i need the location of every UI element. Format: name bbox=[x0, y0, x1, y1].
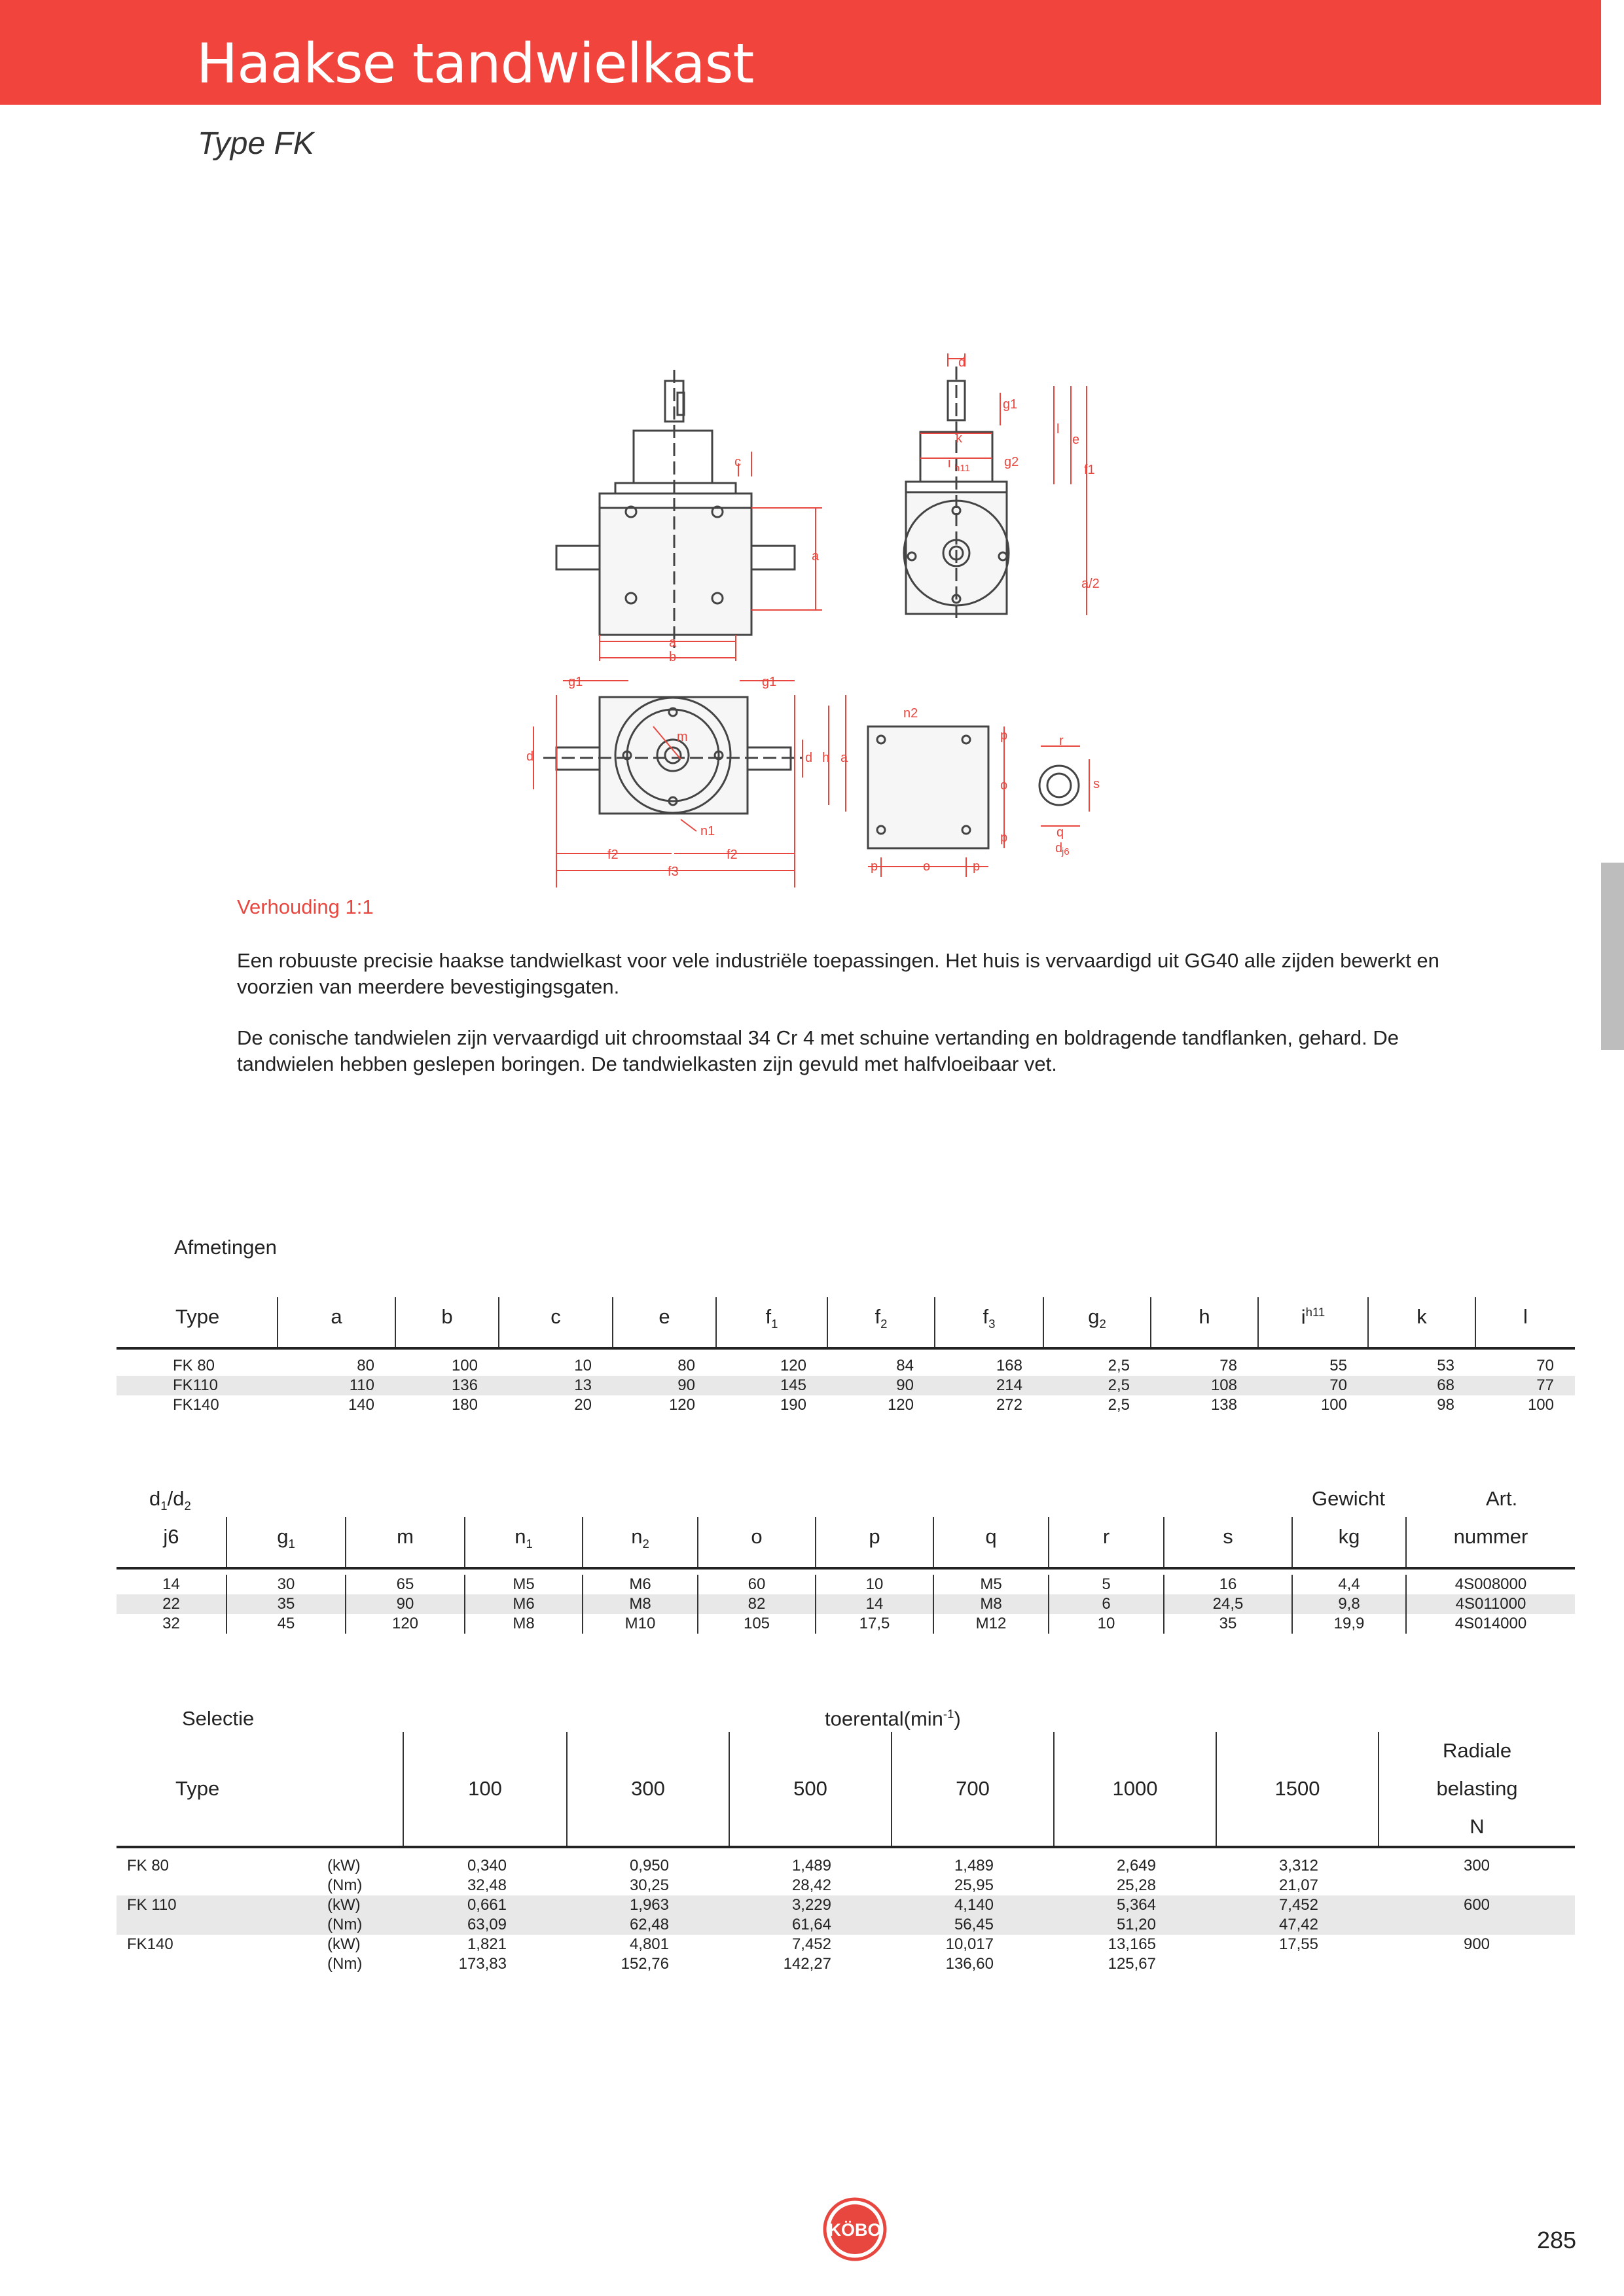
table-cell: 214 bbox=[935, 1376, 1043, 1395]
dim-label: a bbox=[669, 636, 677, 650]
dim-label: o bbox=[923, 859, 931, 874]
dim-label: f1 bbox=[1084, 463, 1095, 477]
speed-header: 700 bbox=[892, 1732, 1054, 1847]
value-cell: 125,67 bbox=[1108, 1955, 1156, 1973]
value-cell: 25,28 bbox=[1116, 1876, 1156, 1894]
weight-label: Gewicht bbox=[1312, 1487, 1385, 1510]
dim-label: f2 bbox=[607, 848, 619, 862]
table-cell: 4S014000 bbox=[1406, 1614, 1575, 1634]
column-header: $g_2$ bbox=[1043, 1297, 1151, 1348]
table-cell: 82 bbox=[698, 1594, 816, 1614]
table-cell: FK 80 bbox=[173, 1357, 215, 1374]
table-row bbox=[117, 1915, 1575, 1935]
radial-cell: 300 bbox=[1463, 1857, 1490, 1874]
table-cell: 105 bbox=[698, 1614, 816, 1634]
dim-label: r bbox=[1059, 734, 1064, 748]
table-cell: M6 bbox=[583, 1575, 698, 1594]
value-cell: 10,017 bbox=[945, 1935, 994, 1953]
table-cell: 120 bbox=[887, 1396, 914, 1414]
value-cell: 136,60 bbox=[945, 1955, 994, 1973]
table-cell: 272 bbox=[996, 1396, 1022, 1414]
table-cell: 60 bbox=[698, 1575, 816, 1594]
value-cell: 25,95 bbox=[954, 1876, 994, 1894]
table-cell: 10 bbox=[574, 1357, 592, 1374]
value-cell: 4,801 bbox=[629, 1935, 669, 1953]
column-header: $g_1$ bbox=[226, 1517, 346, 1568]
unit-cell: (kW) bbox=[327, 1857, 361, 1874]
value-cell: 28,42 bbox=[791, 1876, 831, 1894]
column-header: $f_2$ bbox=[827, 1297, 935, 1348]
table-cell: 190 bbox=[780, 1396, 806, 1414]
table-cell: FK140 bbox=[173, 1396, 219, 1414]
unit-cell: (Nm) bbox=[327, 1955, 363, 1973]
type-header: Type bbox=[117, 1732, 403, 1847]
value-cell bbox=[1216, 1954, 1379, 1974]
table-cell: 2,5 bbox=[1043, 1376, 1151, 1395]
column-header: k bbox=[1368, 1297, 1475, 1348]
dimensions-table bbox=[117, 1297, 1575, 1415]
table-cell: M8 bbox=[583, 1594, 698, 1614]
value-cell: 152,76 bbox=[621, 1955, 669, 1973]
column-header: m bbox=[346, 1517, 465, 1568]
speed-label: $toerental(\min^{-1})$ bbox=[825, 1707, 961, 1731]
value-cell: 0,950 bbox=[629, 1857, 669, 1874]
table-cell: 16 bbox=[1164, 1575, 1292, 1594]
value-cell: 21,07 bbox=[1278, 1876, 1318, 1894]
table-cell: M5 bbox=[933, 1575, 1049, 1594]
dim-label: n2 bbox=[903, 706, 918, 721]
column-header: l bbox=[1475, 1297, 1575, 1348]
svg-text:KÖBO: KÖBO bbox=[828, 2220, 882, 2240]
dim-label: p bbox=[1000, 831, 1008, 845]
table-cell: 100 bbox=[451, 1357, 478, 1374]
value-cell: 3,229 bbox=[729, 1895, 892, 1915]
value-cell: 1,489 bbox=[954, 1857, 994, 1874]
value-cell: 1,489 bbox=[791, 1857, 831, 1874]
type-cell: FK140 bbox=[127, 1935, 173, 1953]
radial-cell bbox=[1379, 1954, 1575, 1974]
table-cell: 90 bbox=[827, 1376, 935, 1395]
table-cell: 45 bbox=[226, 1614, 346, 1634]
table-cell: 110 bbox=[278, 1376, 395, 1395]
dim-label: a/2 bbox=[1081, 577, 1100, 591]
selection-title: Selectie bbox=[182, 1707, 255, 1730]
table-row bbox=[117, 1935, 1575, 1954]
column-header: o bbox=[698, 1517, 816, 1568]
value-cell: 3,312 bbox=[1278, 1857, 1318, 1874]
table-cell: 84 bbox=[896, 1357, 914, 1374]
dim-label: h bbox=[822, 751, 830, 765]
ratio-label: Verhouding 1:1 bbox=[237, 895, 374, 918]
table-cell: 78 bbox=[1219, 1357, 1237, 1374]
dim-label: f2 bbox=[727, 848, 738, 862]
shaft-diameter-label: $d_1/d_2$ bbox=[149, 1487, 191, 1513]
dim-label: f3 bbox=[668, 865, 679, 879]
table-cell: 98 bbox=[1437, 1396, 1454, 1414]
value-cell: 62,48 bbox=[567, 1915, 729, 1935]
speed-header: 500 bbox=[729, 1732, 892, 1847]
dim-label: g1 bbox=[568, 675, 583, 689]
table-cell: 180 bbox=[451, 1396, 478, 1414]
column-header: c bbox=[499, 1297, 613, 1348]
article-label: Art. bbox=[1486, 1487, 1518, 1510]
table-cell: 70 bbox=[1536, 1357, 1554, 1374]
value-cell: 13,165 bbox=[1108, 1935, 1156, 1953]
type-cell: FK 110 bbox=[117, 1895, 285, 1915]
dim-label: g1 bbox=[1003, 397, 1018, 412]
table-cell: 10 bbox=[816, 1575, 933, 1594]
column-header: h bbox=[1151, 1297, 1258, 1348]
table-cell: 35 bbox=[226, 1594, 346, 1614]
value-cell: 142,27 bbox=[783, 1955, 831, 1973]
table-row bbox=[117, 1594, 1575, 1614]
dim-label: d bbox=[805, 751, 813, 765]
column-header: $f_1$ bbox=[716, 1297, 827, 1348]
table-cell: 168 bbox=[996, 1357, 1022, 1374]
table-cell: 80 bbox=[357, 1357, 374, 1374]
table-cell: 68 bbox=[1368, 1376, 1475, 1395]
table-cell: 140 bbox=[348, 1396, 374, 1414]
selection-table bbox=[117, 1732, 1575, 1974]
table-cell: M6 bbox=[465, 1594, 583, 1614]
table-cell: 17,5 bbox=[816, 1614, 933, 1634]
value-cell: 30,25 bbox=[629, 1876, 669, 1894]
dim-label: s bbox=[1093, 777, 1100, 791]
type-cell bbox=[117, 1954, 285, 1974]
dim-label: d bbox=[1055, 841, 1063, 855]
table-row bbox=[117, 1575, 1575, 1594]
description-paragraph: De conische tandwielen zijn vervaardigd uit chroomstaal 34 Cr 4 met schuine vertanding en boldragende tandflanken, gehard. De tandwielen hebben geslepen boringen. De tandwielkasten zijn gevuld met halfvloeibaar vet. bbox=[237, 1026, 1399, 1075]
value-cell: 32,48 bbox=[467, 1876, 507, 1894]
table-row bbox=[117, 1614, 1575, 1634]
table-cell: 100 bbox=[1320, 1396, 1347, 1414]
dim-label: l bbox=[1056, 422, 1060, 437]
table-cell: 2,5 bbox=[1108, 1357, 1130, 1374]
column-header: e bbox=[613, 1297, 716, 1348]
table-cell: 53 bbox=[1437, 1357, 1454, 1374]
table-cell: M5 bbox=[465, 1575, 583, 1594]
column-header: $n_2$ bbox=[583, 1517, 698, 1568]
speed-header: 100 bbox=[403, 1732, 567, 1847]
table-cell: 5 bbox=[1049, 1575, 1164, 1594]
column-header: $i^{h11}$ bbox=[1258, 1297, 1368, 1348]
table-cell: 32 bbox=[162, 1615, 180, 1632]
table-cell: M8 bbox=[465, 1614, 583, 1634]
column-header: q bbox=[933, 1517, 1049, 1568]
table-cell: 120 bbox=[346, 1614, 465, 1634]
dim-label: i bbox=[948, 456, 951, 471]
column-header: p bbox=[816, 1517, 933, 1568]
column-header: Type bbox=[117, 1297, 278, 1348]
table-cell: 22 bbox=[117, 1594, 226, 1614]
value-cell: 17,55 bbox=[1278, 1935, 1318, 1953]
value-cell: 7,452 bbox=[1216, 1895, 1379, 1915]
table-cell: 55 bbox=[1329, 1357, 1347, 1374]
dim-label: q bbox=[1056, 825, 1064, 840]
table-cell: 13 bbox=[499, 1376, 613, 1395]
dim-label: a bbox=[840, 751, 848, 765]
value-cell: 5,364 bbox=[1054, 1895, 1216, 1915]
table-cell: 4,4 bbox=[1292, 1575, 1406, 1594]
value-cell: 173,83 bbox=[458, 1955, 507, 1973]
table-row bbox=[117, 1856, 1575, 1876]
table-cell: 10 bbox=[1049, 1614, 1164, 1634]
table-row bbox=[117, 1395, 1575, 1415]
dim-label: p bbox=[871, 859, 878, 874]
table-row bbox=[117, 1356, 1575, 1376]
column-header: a bbox=[278, 1297, 395, 1348]
column-header: r bbox=[1049, 1517, 1164, 1568]
value-cell: 1,821 bbox=[467, 1935, 507, 1953]
unit-cell: (Nm) bbox=[285, 1915, 403, 1935]
dimensions2-table bbox=[117, 1517, 1575, 1634]
dim-label: p bbox=[1000, 728, 1008, 743]
dim-label: n1 bbox=[700, 824, 715, 838]
table-cell: 120 bbox=[668, 1396, 695, 1414]
value-cell: 51,20 bbox=[1054, 1915, 1216, 1935]
table-cell: 80 bbox=[677, 1357, 695, 1374]
dim-label: m bbox=[677, 730, 688, 744]
type-cell bbox=[117, 1876, 285, 1895]
radial-cell bbox=[1379, 1915, 1575, 1935]
table-cell: 2,5 bbox=[1108, 1396, 1130, 1414]
table-cell: FK110 bbox=[117, 1376, 278, 1395]
column-header: b bbox=[395, 1297, 499, 1348]
speed-header: 300 bbox=[567, 1732, 729, 1847]
table-cell: 145 bbox=[716, 1376, 827, 1395]
column-header: kg bbox=[1292, 1517, 1406, 1568]
technical-drawing bbox=[0, 0, 1624, 903]
page-subtitle: Type FK bbox=[198, 126, 314, 161]
dim-label: b bbox=[669, 650, 677, 664]
dim-label: k bbox=[956, 431, 962, 446]
table-cell: 19,9 bbox=[1292, 1614, 1406, 1634]
value-cell: 56,45 bbox=[892, 1915, 1054, 1935]
table-row bbox=[117, 1954, 1575, 1974]
table-cell: 136 bbox=[395, 1376, 499, 1395]
column-header: nummer bbox=[1406, 1517, 1575, 1568]
dim-label: d bbox=[526, 749, 534, 764]
table-cell: 120 bbox=[780, 1357, 806, 1374]
dimensions-title: Afmetingen bbox=[174, 1236, 277, 1259]
table-cell: 6 bbox=[1049, 1594, 1164, 1614]
page-number: 285 bbox=[1537, 2227, 1577, 2253]
value-cell: 7,452 bbox=[791, 1935, 831, 1953]
dim-label: c bbox=[734, 455, 741, 469]
value-cell: 61,64 bbox=[729, 1915, 892, 1935]
table-cell: M8 bbox=[933, 1594, 1049, 1614]
table-cell: 35 bbox=[1164, 1614, 1292, 1634]
unit-cell: (kW) bbox=[285, 1895, 403, 1915]
table-row bbox=[117, 1895, 1575, 1915]
column-header: $n_1$ bbox=[465, 1517, 583, 1568]
table-cell: M12 bbox=[933, 1614, 1049, 1634]
value-cell: 63,09 bbox=[403, 1915, 567, 1935]
table-cell: 4S008000 bbox=[1406, 1575, 1575, 1594]
column-header: j6 bbox=[117, 1517, 226, 1568]
dim-label: h11 bbox=[954, 463, 970, 474]
table-cell: 90 bbox=[346, 1594, 465, 1614]
table-row bbox=[117, 1376, 1575, 1395]
kobo-logo bbox=[822, 2197, 888, 2262]
page-title: Haakse tandwielkast bbox=[196, 31, 754, 96]
table-cell: 90 bbox=[613, 1376, 716, 1395]
radial-load-header: Radiale belasting N bbox=[1379, 1732, 1575, 1847]
table-cell: 9,8 bbox=[1292, 1594, 1406, 1614]
value-cell: 4,140 bbox=[892, 1895, 1054, 1915]
dim-label: o bbox=[1000, 778, 1008, 793]
value-cell: 0,661 bbox=[403, 1895, 567, 1915]
value-cell: 0,340 bbox=[467, 1857, 507, 1874]
dim-label: p bbox=[973, 859, 981, 874]
table-cell: 138 bbox=[1210, 1396, 1237, 1414]
table-cell: 77 bbox=[1475, 1376, 1575, 1395]
value-cell: 47,42 bbox=[1216, 1915, 1379, 1935]
table-cell: 14 bbox=[816, 1594, 933, 1614]
table-cell: 100 bbox=[1527, 1396, 1554, 1414]
dim-label: g1 bbox=[762, 675, 777, 689]
description-paragraph: Een robuuste precisie haakse tandwielkast voor vele industriële toepassingen. Het huis is vervaardigd uit GG40 alle zijden bewerkt en voorzien van meerdere bevestigingsgaten. bbox=[237, 949, 1439, 998]
dim-label: a bbox=[812, 549, 820, 564]
table-cell: 65 bbox=[346, 1575, 465, 1594]
radial-cell: 900 bbox=[1463, 1935, 1490, 1953]
value-cell: 2,649 bbox=[1116, 1857, 1156, 1874]
dim-label: j6 bbox=[1062, 846, 1070, 857]
unit-cell: (kW) bbox=[327, 1935, 361, 1953]
speed-header: 1500 bbox=[1216, 1732, 1379, 1847]
table-cell: 70 bbox=[1258, 1376, 1368, 1395]
table-cell: 30 bbox=[226, 1575, 346, 1594]
type-cell bbox=[117, 1915, 285, 1935]
table-cell: 4S011000 bbox=[1406, 1594, 1575, 1614]
dim-label: e bbox=[1072, 433, 1080, 447]
speed-header: 1000 bbox=[1054, 1732, 1216, 1847]
dim-label: d bbox=[958, 355, 966, 370]
column-header: s bbox=[1164, 1517, 1292, 1568]
table-cell: 20 bbox=[574, 1396, 592, 1414]
table-cell: 108 bbox=[1151, 1376, 1258, 1395]
type-cell: FK 80 bbox=[127, 1857, 170, 1874]
table-cell: M10 bbox=[583, 1614, 698, 1634]
dim-label: g2 bbox=[1004, 455, 1019, 469]
value-cell: 1,963 bbox=[567, 1895, 729, 1915]
radial-cell bbox=[1379, 1876, 1575, 1895]
table-cell: 24,5 bbox=[1164, 1594, 1292, 1614]
radial-cell: 600 bbox=[1379, 1895, 1575, 1915]
table-row bbox=[117, 1876, 1575, 1895]
table-cell: 14 bbox=[162, 1575, 180, 1593]
unit-cell: (Nm) bbox=[327, 1876, 363, 1894]
column-header: $f_3$ bbox=[935, 1297, 1043, 1348]
